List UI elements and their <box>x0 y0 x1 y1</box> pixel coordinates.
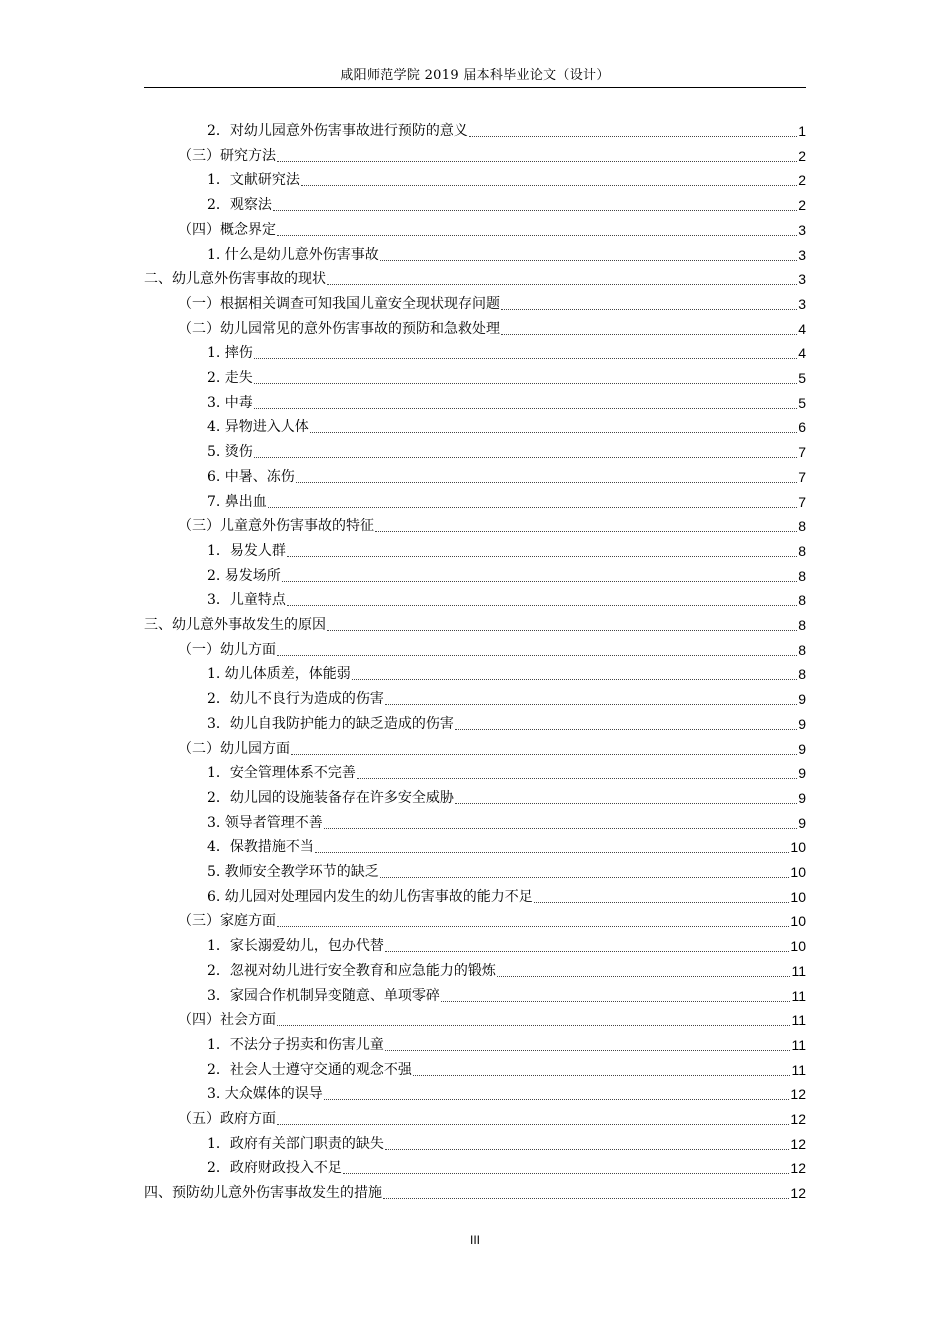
toc-entry-title: （四）概念界定 <box>178 221 276 238</box>
toc-entry[interactable] <box>178 289 806 313</box>
toc-entry[interactable] <box>207 1129 806 1153</box>
toc-entry-title: 3．儿童特点 <box>207 592 286 609</box>
toc-leader-dots <box>324 1085 790 1100</box>
toc-leader-dots <box>287 591 797 606</box>
toc-leader-dots <box>501 320 797 335</box>
toc-entry[interactable] <box>207 412 806 436</box>
toc-entry[interactable] <box>178 215 806 239</box>
toc-entry[interactable] <box>178 1104 806 1128</box>
toc-entry-page: 11 <box>791 1061 806 1078</box>
toc-leader-dots <box>324 814 797 829</box>
toc-entry[interactable] <box>207 1030 806 1054</box>
toc-leader-dots <box>282 567 797 582</box>
toc-entry-page: 11 <box>791 1036 806 1053</box>
toc-entry-page: 6 <box>798 419 806 436</box>
toc-leader-dots <box>277 641 797 656</box>
toc-entry-page: 9 <box>798 691 806 708</box>
toc-entry-page: 11 <box>791 962 806 979</box>
toc-entry-title: 2．忽视对幼儿进行安全教育和应急能力的锻炼 <box>207 962 496 979</box>
toc-leader-dots <box>383 1184 789 1199</box>
toc-entry[interactable] <box>207 585 806 609</box>
toc-entry[interactable] <box>207 536 806 560</box>
toc-entry[interactable] <box>207 832 806 856</box>
toc-leader-dots <box>277 1110 789 1125</box>
toc-entry-page: 8 <box>798 542 806 559</box>
toc-entry-page: 3 <box>798 246 806 263</box>
toc-leader-dots <box>501 295 797 310</box>
toc-leader-dots <box>277 1011 790 1026</box>
toc-entry-page: 8 <box>798 666 806 683</box>
toc-entry-title: 2. 易发场所 <box>207 567 281 584</box>
toc-entry-page: 8 <box>798 518 806 535</box>
toc-entry[interactable] <box>178 511 806 535</box>
toc-leader-dots <box>385 1036 791 1051</box>
toc-entry[interactable] <box>207 882 806 906</box>
toc-entry[interactable] <box>207 783 806 807</box>
toc-entry-title: 1. 幼儿体质差，体能弱 <box>207 666 351 683</box>
toc-entry-title: （三）家庭方面 <box>178 913 276 930</box>
toc-entry[interactable] <box>207 165 806 189</box>
toc-entry[interactable] <box>207 190 806 214</box>
toc-entry-title: 3．幼儿自我防护能力的缺乏造成的伤害 <box>207 715 454 732</box>
toc-entry[interactable] <box>207 437 806 461</box>
toc-entry-page: 8 <box>798 641 806 658</box>
toc-entry-title: （三）儿童意外伤害事故的特征 <box>178 518 374 535</box>
toc-entry-page: 10 <box>790 864 806 880</box>
toc-entry-title: 3. 大众媒体的误导 <box>207 1086 323 1103</box>
toc-entry[interactable] <box>207 363 806 387</box>
toc-entry-page: 9 <box>798 765 806 782</box>
toc-entry-title: 2．对幼儿园意外伤害事故进行预防的意义 <box>207 123 468 139</box>
toc-entry-page: 10 <box>790 839 806 856</box>
toc-entry[interactable] <box>178 1005 806 1029</box>
toc-leader-dots <box>268 493 797 508</box>
toc-leader-dots <box>380 246 797 261</box>
toc-entry-page: 5 <box>798 394 806 411</box>
toc-leader-dots <box>497 962 791 977</box>
toc-entry[interactable] <box>207 1153 806 1177</box>
toc-entry-page: 2 <box>798 172 806 189</box>
toc-entry-title: 6. 中暑、冻伤 <box>207 468 295 485</box>
toc-leader-dots <box>301 171 797 186</box>
toc-entry-page: 4 <box>798 345 806 362</box>
toc-entry-title: 2．社会人士遵守交通的观念不强 <box>207 1061 412 1078</box>
toc-entry-title: （四）社会方面 <box>178 1012 276 1029</box>
toc-entry-page: 9 <box>798 740 806 757</box>
toc-entry-page: 4 <box>798 320 806 337</box>
toc-leader-dots <box>327 270 797 285</box>
toc-entry-page: 9 <box>798 814 806 831</box>
toc-leader-dots <box>343 1159 790 1174</box>
page-header: 咸阳师范学院 2019 届本科毕业论文（设计） <box>340 68 610 83</box>
toc-entry-title: 2．观察法 <box>207 197 272 214</box>
toc-entry-title: 1．安全管理体系不完善 <box>207 765 356 782</box>
toc-leader-dots <box>441 987 791 1002</box>
toc-leader-dots <box>455 789 797 804</box>
toc-entry[interactable] <box>178 734 806 758</box>
toc-entry[interactable] <box>178 314 806 338</box>
toc-entry-title: 1．文献研究法 <box>207 172 300 189</box>
toc-entry-page: 12 <box>790 1111 806 1127</box>
toc-entry[interactable] <box>207 116 806 140</box>
toc-entry-page: 12 <box>790 1160 806 1177</box>
toc-entry[interactable] <box>207 931 806 955</box>
toc-leader-dots <box>277 147 797 162</box>
toc-leader-dots <box>254 443 797 458</box>
toc-entry-title: 二、幼儿意外伤害事故的现状 <box>144 271 326 288</box>
toc-leader-dots <box>375 517 797 532</box>
toc-leader-dots <box>352 665 797 680</box>
toc-leader-dots <box>254 394 797 409</box>
toc-entry[interactable] <box>207 709 806 733</box>
toc-entry[interactable] <box>207 1055 806 1079</box>
toc-leader-dots <box>385 690 797 705</box>
toc-entry-title: 2．幼儿不良行为造成的伤害 <box>207 691 384 708</box>
toc-entry-title: 7. 鼻出血 <box>207 493 267 510</box>
toc-leader-dots <box>254 344 797 359</box>
toc-entry-title: 2．幼儿园的设施装备存在许多安全威胁 <box>207 789 454 806</box>
toc-entry[interactable] <box>144 610 806 634</box>
toc-entry-page: 8 <box>798 567 806 584</box>
toc-leader-dots <box>385 1135 790 1150</box>
toc-entry-title: 3．家园合作机制异变随意、单项零碎 <box>207 987 440 1004</box>
toc-entry-title: 5. 教师安全教学环节的缺乏 <box>207 864 379 880</box>
toc-entry-title: 1．政府有关部门职责的缺失 <box>207 1135 384 1152</box>
header-divider <box>144 87 806 88</box>
toc-entry-page: 12 <box>790 1086 806 1103</box>
toc-entry[interactable] <box>207 487 806 511</box>
toc-entry[interactable] <box>178 906 806 930</box>
toc-leader-dots <box>254 369 797 384</box>
toc-entry-title: 三、幼儿意外事故发生的原因 <box>144 617 326 633</box>
toc-entry[interactable] <box>207 981 806 1005</box>
toc-entry-title: （五）政府方面 <box>178 1111 276 1127</box>
page-number: III <box>469 1233 480 1247</box>
toc-entry[interactable] <box>207 462 806 486</box>
toc-entry-page: 7 <box>798 493 806 510</box>
toc-entry-title: （一）根据相关调查可知我国儿童安全现状现存问题 <box>178 295 500 312</box>
toc-entry[interactable] <box>207 388 806 412</box>
toc-entry[interactable] <box>207 956 806 980</box>
toc-entry-title: 1. 摔伤 <box>207 345 253 362</box>
toc-entry-page: 5 <box>798 370 806 386</box>
toc-entry-page: 10 <box>790 938 806 955</box>
toc-entry[interactable] <box>207 684 806 708</box>
toc-entry-title: 3. 领导者管理不善 <box>207 814 323 831</box>
toc-entry-title: 1. 什么是幼儿意外伤害事故 <box>207 246 379 263</box>
toc-entry-title: 3. 中毒 <box>207 394 253 411</box>
toc-entry-title: 四、预防幼儿意外伤害事故发生的措施 <box>144 1185 382 1202</box>
toc-entry-page: 3 <box>798 271 806 288</box>
toc-entry-title: （三）研究方法 <box>178 147 276 164</box>
toc-entry[interactable] <box>207 659 806 683</box>
toc-entry[interactable] <box>207 758 806 782</box>
toc-entry[interactable] <box>207 857 806 881</box>
toc-entry-page: 1 <box>798 123 806 139</box>
toc-entry-title: 1．易发人群 <box>207 542 286 559</box>
toc-entry-page: 11 <box>791 987 806 1004</box>
toc-entry-title: 2．政府财政投入不足 <box>207 1160 342 1177</box>
toc-leader-dots <box>327 616 797 631</box>
toc-entry-title: 4．保教措施不当 <box>207 839 314 856</box>
toc-leader-dots <box>315 838 790 853</box>
toc-leader-dots <box>291 740 797 755</box>
toc-entry-title: （一）幼儿方面 <box>178 641 276 658</box>
toc-entry[interactable] <box>178 635 806 659</box>
toc-entry-page: 7 <box>798 444 806 461</box>
toc-entry-title: 2. 走失 <box>207 370 253 386</box>
toc-entry[interactable] <box>207 338 806 362</box>
toc-entry[interactable] <box>178 141 806 165</box>
toc-entry-page: 12 <box>790 1135 806 1152</box>
toc-entry[interactable] <box>207 808 806 832</box>
toc-entry-title: 6. 幼儿园对处理园内发生的幼儿伤害事故的能力不足 <box>207 888 533 905</box>
toc-leader-dots <box>385 937 790 952</box>
toc-entry-title: 4. 异物进入人体 <box>207 419 309 436</box>
toc-entry-page: 3 <box>798 221 806 238</box>
toc-entry-page: 9 <box>798 789 806 806</box>
toc-leader-dots <box>469 122 797 137</box>
toc-entry-page: 2 <box>798 147 806 164</box>
toc-leader-dots <box>277 912 789 927</box>
toc-entry-page: 8 <box>798 617 806 633</box>
toc-leader-dots <box>287 542 797 557</box>
toc-entry[interactable] <box>207 1079 806 1103</box>
toc-entry[interactable] <box>144 264 806 288</box>
toc-leader-dots <box>534 888 790 903</box>
toc-entry-page: 2 <box>798 197 806 214</box>
toc-leader-dots <box>277 221 797 236</box>
toc-entry-page: 8 <box>798 592 806 609</box>
toc-leader-dots <box>296 468 797 483</box>
toc-leader-dots <box>455 715 797 730</box>
toc-entry-page: 10 <box>790 913 806 930</box>
toc-entry-title: 1．家长溺爱幼儿，包办代替 <box>207 938 384 955</box>
toc-entry[interactable] <box>207 240 806 264</box>
toc-entry-page: 9 <box>798 715 806 732</box>
toc-leader-dots <box>380 863 790 878</box>
toc-entry-title: 5. 烫伤 <box>207 444 253 461</box>
toc-entry-page: 3 <box>798 295 806 312</box>
toc-leader-dots <box>357 764 797 779</box>
toc-entry[interactable] <box>207 561 806 585</box>
toc-leader-dots <box>310 418 797 433</box>
toc-entry-title: （二）幼儿园常见的意外伤害事故的预防和急救处理 <box>178 320 500 337</box>
toc-entry-page: 10 <box>790 888 806 905</box>
toc-leader-dots <box>413 1061 791 1076</box>
toc-entry-page: 12 <box>790 1185 806 1202</box>
toc-entry-page: 7 <box>798 468 806 485</box>
toc-entry-title: （二）幼儿园方面 <box>178 740 290 757</box>
toc-entry-page: 11 <box>791 1012 806 1029</box>
toc-entry[interactable] <box>144 1178 806 1202</box>
toc-leader-dots <box>273 196 797 211</box>
toc-entry-title: 1．不法分子拐卖和伤害儿童 <box>207 1036 384 1053</box>
